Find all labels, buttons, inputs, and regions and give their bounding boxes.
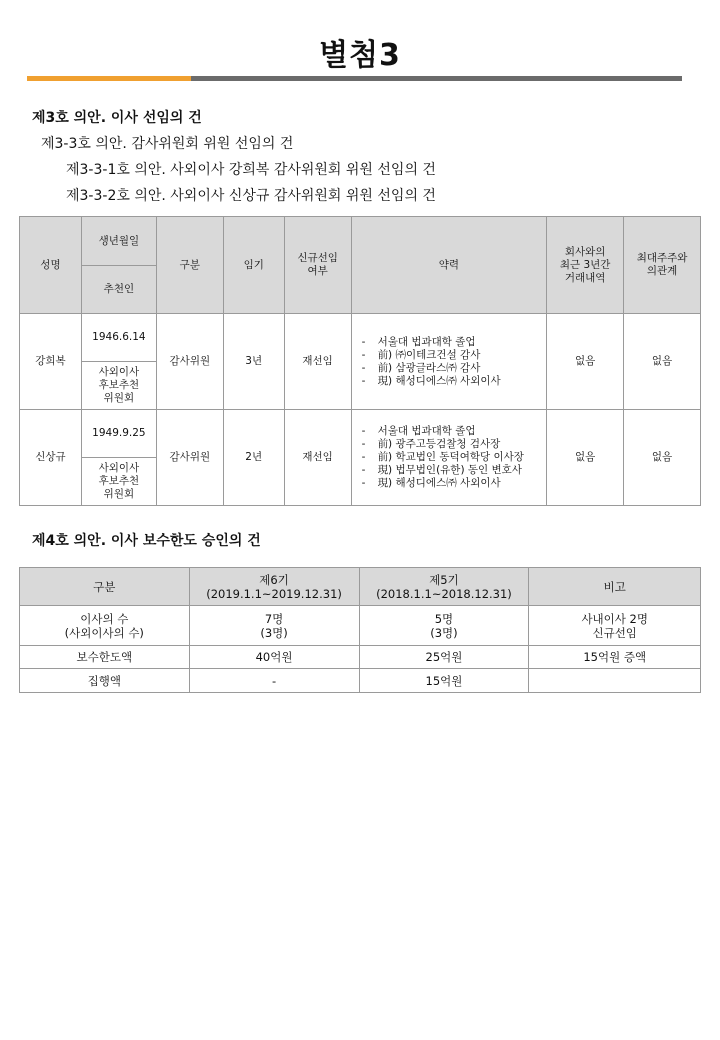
subsection-3-3-heading: 제3-3호 의안. 감사위원회 위원 선임의 건 — [41, 136, 294, 152]
header-period-6: 제6기 (2019.1.1~2019.12.31) — [189, 568, 359, 606]
period-6-value: - — [189, 669, 359, 693]
title-divider-accent — [27, 76, 191, 81]
period-6-value: 7명 (3명) — [189, 606, 359, 646]
note-value: 15억원 증액 — [529, 646, 701, 669]
header-birth: 생년월일 — [81, 217, 156, 266]
candidate-term: 2년 — [223, 410, 284, 506]
table-row — [20, 646, 701, 669]
period-6-value: 40억원 — [189, 646, 359, 669]
candidate-birth: 1946.6.14 — [81, 314, 156, 362]
candidate-new-appointment: 재선임 — [284, 410, 351, 506]
audit-committee-candidates-table — [19, 216, 701, 506]
career-item: - 서울대 법과대학 졸업 — [362, 425, 544, 438]
candidate-category: 감사위원 — [156, 314, 223, 410]
candidate-relationship: 없음 — [624, 314, 701, 410]
career-item: - 前) 광주고등검찰청 검사장 — [362, 438, 544, 451]
candidate-birth: 1949.9.25 — [81, 410, 156, 458]
career-item: - 現) 해성디에스㈜ 사외이사 — [362, 375, 544, 388]
header-recommender: 추천인 — [81, 266, 156, 314]
table-row — [20, 669, 701, 693]
title-divider — [27, 76, 682, 81]
candidate-career — [351, 410, 547, 506]
table-row — [20, 606, 701, 646]
candidate-recommender: 사외이사 후보추천 위원회 — [81, 362, 156, 410]
candidate-term: 3년 — [223, 314, 284, 410]
section-4-heading: 제4호 의안. 이사 보수한도 승인의 건 — [32, 533, 261, 549]
section-3-heading: 제3호 의안. 이사 선임의 건 — [32, 110, 202, 126]
candidate-transactions: 없음 — [547, 314, 624, 410]
row-label: 이사의 수 (사외이사의 수) — [20, 606, 190, 646]
candidate-career — [351, 314, 547, 410]
header-career: 약력 — [351, 217, 547, 314]
career-item: - 前) 삼광글라스㈜ 감사 — [362, 362, 544, 375]
director-compensation-table — [19, 567, 701, 693]
row-label: 집행액 — [20, 669, 190, 693]
header-note: 비고 — [529, 568, 701, 606]
career-item: - 前) ㈜이테크건설 감사 — [362, 349, 544, 362]
career-item: - 現) 해성디에스㈜ 사외이사 — [362, 477, 544, 490]
header-category: 구분 — [20, 568, 190, 606]
note-value: 사내이사 2명 신규선임 — [529, 606, 701, 646]
period-5-value: 25억원 — [359, 646, 529, 669]
candidate-name: 신상규 — [20, 410, 82, 506]
header-relationship: 최대주주와 의관계 — [624, 217, 701, 314]
header-period-5: 제5기 (2018.1.1~2018.12.31) — [359, 568, 529, 606]
candidate-name: 강희복 — [20, 314, 82, 410]
item-3-3-1-heading: 제3-3-1호 의안. 사외이사 강희복 감사위원회 위원 선임의 건 — [66, 162, 436, 178]
candidate-new-appointment: 재선임 — [284, 314, 351, 410]
table-row — [20, 314, 701, 362]
page-title: 별첨3 — [319, 38, 401, 73]
career-item: - 서울대 법과대학 졸업 — [362, 336, 544, 349]
career-item: - 前) 학교법인 동덕여학당 이사장 — [362, 451, 544, 464]
note-value — [529, 669, 701, 693]
header-transactions: 회사와의 최근 3년간 거래내역 — [547, 217, 624, 314]
candidate-recommender: 사외이사 후보추천 위원회 — [81, 458, 156, 506]
header-term: 임기 — [223, 217, 284, 314]
row-label: 보수한도액 — [20, 646, 190, 669]
header-name: 성명 — [20, 217, 82, 314]
career-item: - 現) 법무법인(유한) 동인 변호사 — [362, 464, 544, 477]
header-category: 구분 — [156, 217, 223, 314]
candidate-category: 감사위원 — [156, 410, 223, 506]
period-5-value: 15억원 — [359, 669, 529, 693]
candidate-relationship: 없음 — [624, 410, 701, 506]
item-3-3-2-heading: 제3-3-2호 의안. 사외이사 신상규 감사위원회 위원 선임의 건 — [66, 188, 436, 204]
period-5-value: 5명 (3명) — [359, 606, 529, 646]
table-row — [20, 410, 701, 458]
candidate-transactions: 없음 — [547, 410, 624, 506]
header-new-appointment: 신규선임 여부 — [284, 217, 351, 314]
